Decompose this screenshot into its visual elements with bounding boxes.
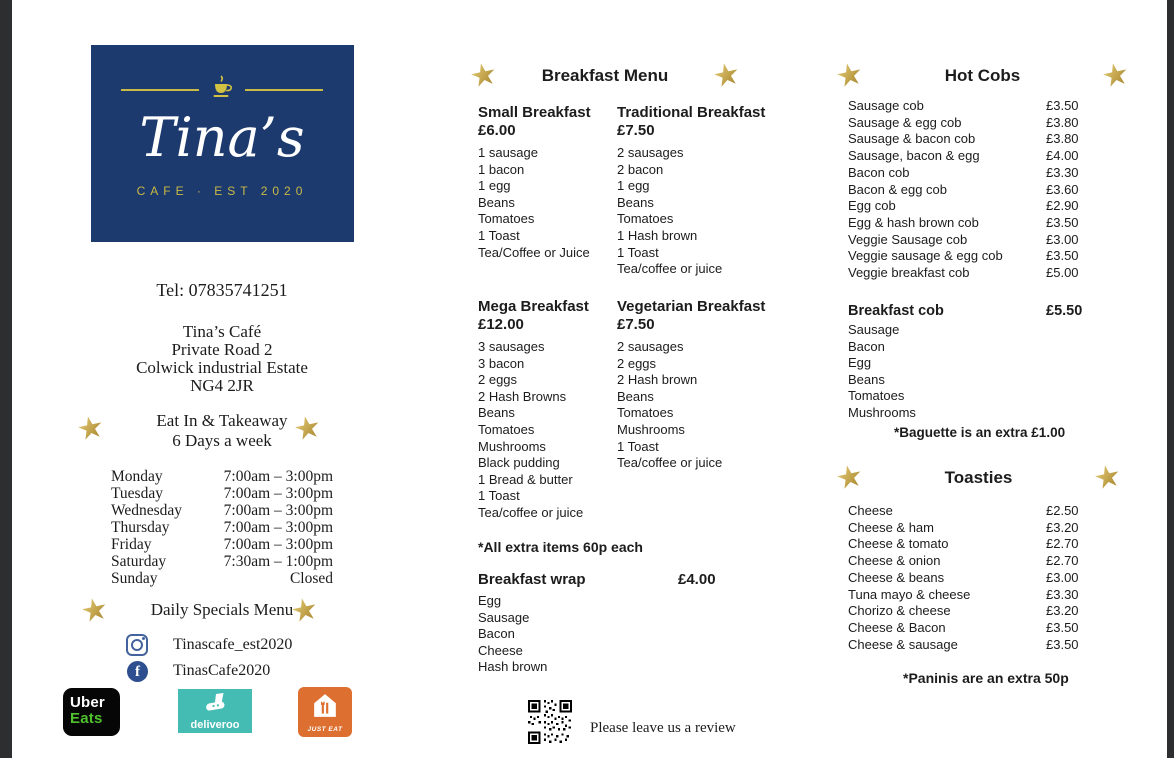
- section-price: £6.00: [478, 122, 516, 139]
- time-label: 7:00am – 3:00pm: [223, 485, 333, 502]
- menu-item: Tomatoes: [617, 211, 674, 227]
- menu-row: [848, 248, 1078, 265]
- address-line: Private Road 2: [171, 340, 273, 359]
- item-name: Veggie breakfast cob: [848, 265, 970, 281]
- item-name: Veggie sausage & egg cob: [848, 248, 1003, 264]
- menu-row: [848, 182, 1078, 199]
- menu-row: [848, 198, 1078, 215]
- item-name: Bacon & egg cob: [848, 181, 948, 197]
- menu-item: 2 sausages: [617, 145, 684, 160]
- day-label: Friday: [111, 536, 152, 553]
- left-panel: [57, 45, 387, 620]
- address-line: NG4 2JR: [190, 376, 254, 395]
- section-price: £5.50: [1046, 303, 1083, 319]
- item-price: £3.50: [1046, 214, 1079, 230]
- extras-note: *All extra items 60p each: [478, 539, 643, 555]
- opening-hours-row: [111, 519, 333, 536]
- logo-wordmark: Tina’s: [139, 106, 305, 169]
- logo-line-right: [245, 89, 323, 91]
- menu-row: [848, 232, 1078, 249]
- section-price: £7.50: [617, 122, 655, 139]
- menu-item: 3 bacon: [478, 355, 525, 371]
- day-label: Thursday: [111, 519, 170, 536]
- deliveroo-logo: [178, 689, 252, 733]
- uber-eats-logo: [63, 688, 120, 736]
- menu-row: [848, 637, 1078, 654]
- day-label: Tuesday: [111, 485, 163, 502]
- daily-specials-heading: [57, 600, 387, 620]
- menu-item: Tea/coffee or juice: [478, 504, 584, 520]
- cafe-logo: [91, 45, 354, 242]
- section-name: Traditional Breakfast: [617, 104, 766, 121]
- item-price: £3.50: [1046, 619, 1079, 635]
- item-name: Cheese & ham: [848, 519, 934, 535]
- hot-cobs-list: [848, 98, 1078, 282]
- item-name: Egg & hash brown cob: [848, 214, 979, 230]
- item-price: £3.50: [1046, 636, 1079, 652]
- section-items: [478, 145, 628, 261]
- hot-cobs-title: Hot Cobs: [944, 65, 1021, 85]
- daily-specials-label: Daily Specials Menu: [150, 600, 294, 619]
- menu-item: 1 Toast: [478, 488, 520, 504]
- qr-code: [528, 700, 572, 749]
- menu-row: [848, 536, 1078, 553]
- day-label: Wednesday: [111, 502, 183, 519]
- item-price: £3.60: [1046, 181, 1079, 197]
- item-name: Veggie Sausage cob: [848, 231, 968, 247]
- traditional-breakfast-section: [617, 104, 777, 278]
- star-icon: [833, 59, 865, 91]
- item-price: £3.30: [1046, 164, 1079, 180]
- tagline-line1: Eat In & Takeaway: [156, 411, 288, 430]
- item-name: Egg cob: [848, 198, 896, 214]
- address-line: Tina’s Café: [182, 322, 262, 341]
- menu-item: Egg: [478, 593, 502, 608]
- menu-item: 2 eggs: [617, 355, 657, 371]
- menu-row: [848, 570, 1078, 587]
- item-price: £2.70: [1046, 536, 1079, 552]
- menu-item: 1 Toast: [478, 227, 520, 243]
- uber-eats-label: Uber: [70, 694, 105, 711]
- menu-row: [848, 520, 1078, 537]
- menu-item: Sausage: [478, 609, 530, 625]
- menu-item: 3 sausages: [478, 339, 545, 354]
- section-items: [478, 593, 718, 676]
- menu-item: 1 Toast: [617, 438, 659, 454]
- paninis-note: *Paninis are an extra 50p: [903, 670, 1069, 686]
- toasties-list: [848, 503, 1078, 653]
- menu-item: 1 sausage: [478, 145, 538, 160]
- menu-item: 1 Bread & butter: [478, 471, 573, 487]
- menu-item: Tomatoes: [478, 211, 535, 227]
- item-price: £3.30: [1046, 586, 1079, 602]
- menu-item: 2 sausages: [617, 339, 684, 354]
- menu-item: Sausage: [848, 322, 900, 337]
- section-items: [478, 339, 628, 522]
- menu-item: Beans: [617, 194, 654, 210]
- item-name: Chorizo & cheese: [848, 603, 951, 619]
- address-block: [57, 323, 387, 395]
- menu-item: 1 bacon: [478, 161, 525, 177]
- menu-row: [848, 553, 1078, 570]
- menu-item: 1 egg: [617, 178, 650, 194]
- item-name: Sausage & egg cob: [848, 114, 962, 130]
- opening-hours-row: [111, 553, 333, 570]
- star-icon: [1099, 59, 1131, 91]
- menu-item: 2 eggs: [478, 372, 518, 388]
- section-name: Mega Breakfast: [478, 298, 589, 315]
- menu-item: Tea/Coffee or Juice: [478, 244, 590, 260]
- opening-hours-row: [111, 536, 333, 553]
- logo-subtitle: CAFE · EST 2020: [136, 184, 308, 198]
- mega-breakfast-section: [478, 298, 628, 522]
- star-icon: [833, 461, 865, 493]
- opening-hours-row: [111, 485, 333, 502]
- star-icon: [710, 59, 742, 91]
- time-label: 7:00am – 3:00pm: [223, 502, 333, 519]
- section-name: Small Breakfast: [478, 104, 591, 121]
- opening-hours-row: [111, 570, 333, 587]
- menu-row: [848, 98, 1078, 115]
- time-label: 7:00am – 3:00pm: [223, 468, 333, 485]
- item-name: Tuna mayo & cheese: [848, 586, 971, 602]
- breakfast-cob-header: [848, 302, 1083, 320]
- menu-row: [848, 603, 1078, 620]
- item-price: £3.00: [1046, 231, 1079, 247]
- small-breakfast-section: [478, 104, 628, 261]
- window-frame-left: [0, 0, 12, 758]
- opening-hours-row: [111, 468, 333, 485]
- breakfast-menu-header: [470, 62, 740, 89]
- item-name: Cheese & onion: [848, 553, 941, 569]
- item-name: Sausage cob: [848, 98, 924, 113]
- item-name: Bacon cob: [848, 164, 910, 180]
- day-label: Monday: [111, 468, 163, 485]
- day-label: Saturday: [111, 553, 167, 570]
- menu-item: Mushrooms: [617, 421, 685, 437]
- menu-item: Cheese: [478, 642, 523, 658]
- menu-item: 1 Hash brown: [617, 227, 698, 243]
- breakfast-wrap-section: [478, 571, 718, 676]
- time-label: 7:00am – 3:00pm: [223, 519, 333, 536]
- logo-decoration: [121, 75, 323, 104]
- item-price: £4.00: [1046, 148, 1079, 164]
- menu-item: Black pudding: [478, 455, 560, 471]
- time-label: 7:00am – 3:00pm: [223, 536, 333, 553]
- section-items: [848, 322, 1078, 422]
- item-name: Cheese: [848, 503, 893, 518]
- menu-item: 1 Toast: [617, 244, 659, 260]
- item-price: £2.90: [1046, 198, 1079, 214]
- tagline-line2: 6 Days a week: [172, 431, 272, 450]
- item-price: £3.50: [1046, 98, 1079, 113]
- item-price: £3.80: [1046, 114, 1079, 130]
- item-price: £5.00: [1046, 265, 1079, 281]
- menu-item: 2 Hash brown: [617, 372, 698, 388]
- vegetarian-breakfast-section: [617, 298, 777, 472]
- baguette-note: *Baguette is an extra £1.00: [894, 424, 1066, 440]
- section-price: £12.00: [478, 316, 524, 333]
- instagram-row: [126, 632, 292, 658]
- breakfast-cob-section: [848, 302, 1083, 440]
- menu-item: 2 bacon: [617, 161, 664, 177]
- star-icon: [1091, 461, 1123, 493]
- opening-hours-row: [111, 502, 333, 519]
- item-name: Cheese & beans: [848, 569, 945, 585]
- menu-item: Tomatoes: [848, 388, 905, 404]
- section-price: £4.00: [678, 571, 716, 588]
- menu-row: [848, 503, 1078, 520]
- menu-row: [848, 620, 1078, 637]
- item-price: £3.80: [1046, 131, 1079, 147]
- phone-number: Tel: 07835741251: [156, 280, 288, 300]
- deliveroo-label: deliveroo: [190, 719, 240, 731]
- menu-row: [848, 215, 1078, 232]
- time-label: Closed: [289, 570, 333, 587]
- menu-item: Mushrooms: [478, 438, 546, 454]
- menu-item: Egg: [848, 355, 872, 371]
- address-line: Colwick industrial Estate: [136, 358, 308, 377]
- menu-item: Beans: [478, 194, 515, 210]
- review-prompt: Please leave us a review: [590, 720, 736, 736]
- menu-item: Bacon: [478, 626, 515, 642]
- menu-item: Tea/coffee or juice: [617, 455, 723, 471]
- menu-item: Mushrooms: [848, 404, 916, 420]
- item-name: Sausage & bacon cob: [848, 131, 976, 147]
- menu-item: 1 egg: [478, 178, 511, 194]
- section-name: Breakfast cob: [848, 303, 944, 319]
- menu-row: [848, 148, 1078, 165]
- item-price: £3.20: [1046, 519, 1079, 535]
- instagram-icon: [126, 634, 148, 656]
- menu-item: Beans: [478, 405, 515, 421]
- logo-line-left: [121, 89, 199, 91]
- just-eat-house-icon: [312, 693, 338, 724]
- section-items: [617, 145, 777, 278]
- section-name: Vegetarian Breakfast: [617, 298, 766, 315]
- menu-item: Beans: [617, 388, 654, 404]
- just-eat-logo: [298, 687, 352, 737]
- item-name: Cheese & Bacon: [848, 619, 946, 635]
- window-frame-right: [1167, 0, 1174, 758]
- coffee-cup-icon: [209, 75, 235, 104]
- menu-item: 2 Hash Browns: [478, 388, 567, 404]
- facebook-row: [126, 658, 292, 684]
- opening-hours: [111, 468, 333, 587]
- item-price: £3.00: [1046, 569, 1079, 585]
- item-price: £2.50: [1046, 503, 1079, 518]
- day-label: Sunday: [111, 570, 158, 587]
- menu-row: [848, 131, 1078, 148]
- facebook-handle: TinasCafe2020: [173, 662, 271, 679]
- just-eat-label: JUST EAT: [307, 726, 343, 733]
- section-items: [617, 339, 777, 472]
- menu-item: Tomatoes: [478, 421, 535, 437]
- social-media-block: [126, 632, 292, 684]
- menu-row: [848, 165, 1078, 182]
- menu-item: Beans: [848, 371, 885, 387]
- instagram-handle: Tinascafe_est2020: [173, 636, 293, 653]
- item-name: Cheese & sausage: [848, 636, 958, 652]
- section-name: Breakfast wrap: [478, 571, 586, 588]
- star-icon: [78, 594, 110, 626]
- item-price: £3.20: [1046, 603, 1079, 619]
- hot-cobs-header: [836, 62, 1129, 89]
- breakfast-wrap-header: [478, 571, 718, 590]
- deliveroo-kangaroo-icon: [203, 693, 227, 718]
- menu-item: Hash brown: [478, 659, 548, 675]
- menu-row: [848, 587, 1078, 604]
- menu-row: [848, 115, 1078, 132]
- item-name: Cheese & tomato: [848, 536, 949, 552]
- toasties-header: [836, 464, 1121, 491]
- tagline-block: [57, 411, 387, 451]
- breakfast-menu-title: Breakfast Menu: [541, 65, 669, 85]
- menu-item: Tomatoes: [617, 405, 674, 421]
- uber-eats-label: Eats: [70, 710, 103, 727]
- item-price: £2.70: [1046, 553, 1079, 569]
- toasties-title: Toasties: [944, 467, 1013, 487]
- menu-item: Bacon: [848, 338, 885, 354]
- menu-item: Tea/coffee or juice: [617, 261, 723, 277]
- item-name: Sausage, bacon & egg: [848, 148, 980, 164]
- item-price: £3.50: [1046, 248, 1079, 264]
- time-label: 7:30am – 1:00pm: [223, 553, 333, 570]
- facebook-icon: f: [127, 661, 148, 682]
- menu-row: [848, 265, 1078, 282]
- section-price: £7.50: [617, 316, 655, 333]
- star-icon: [467, 59, 499, 91]
